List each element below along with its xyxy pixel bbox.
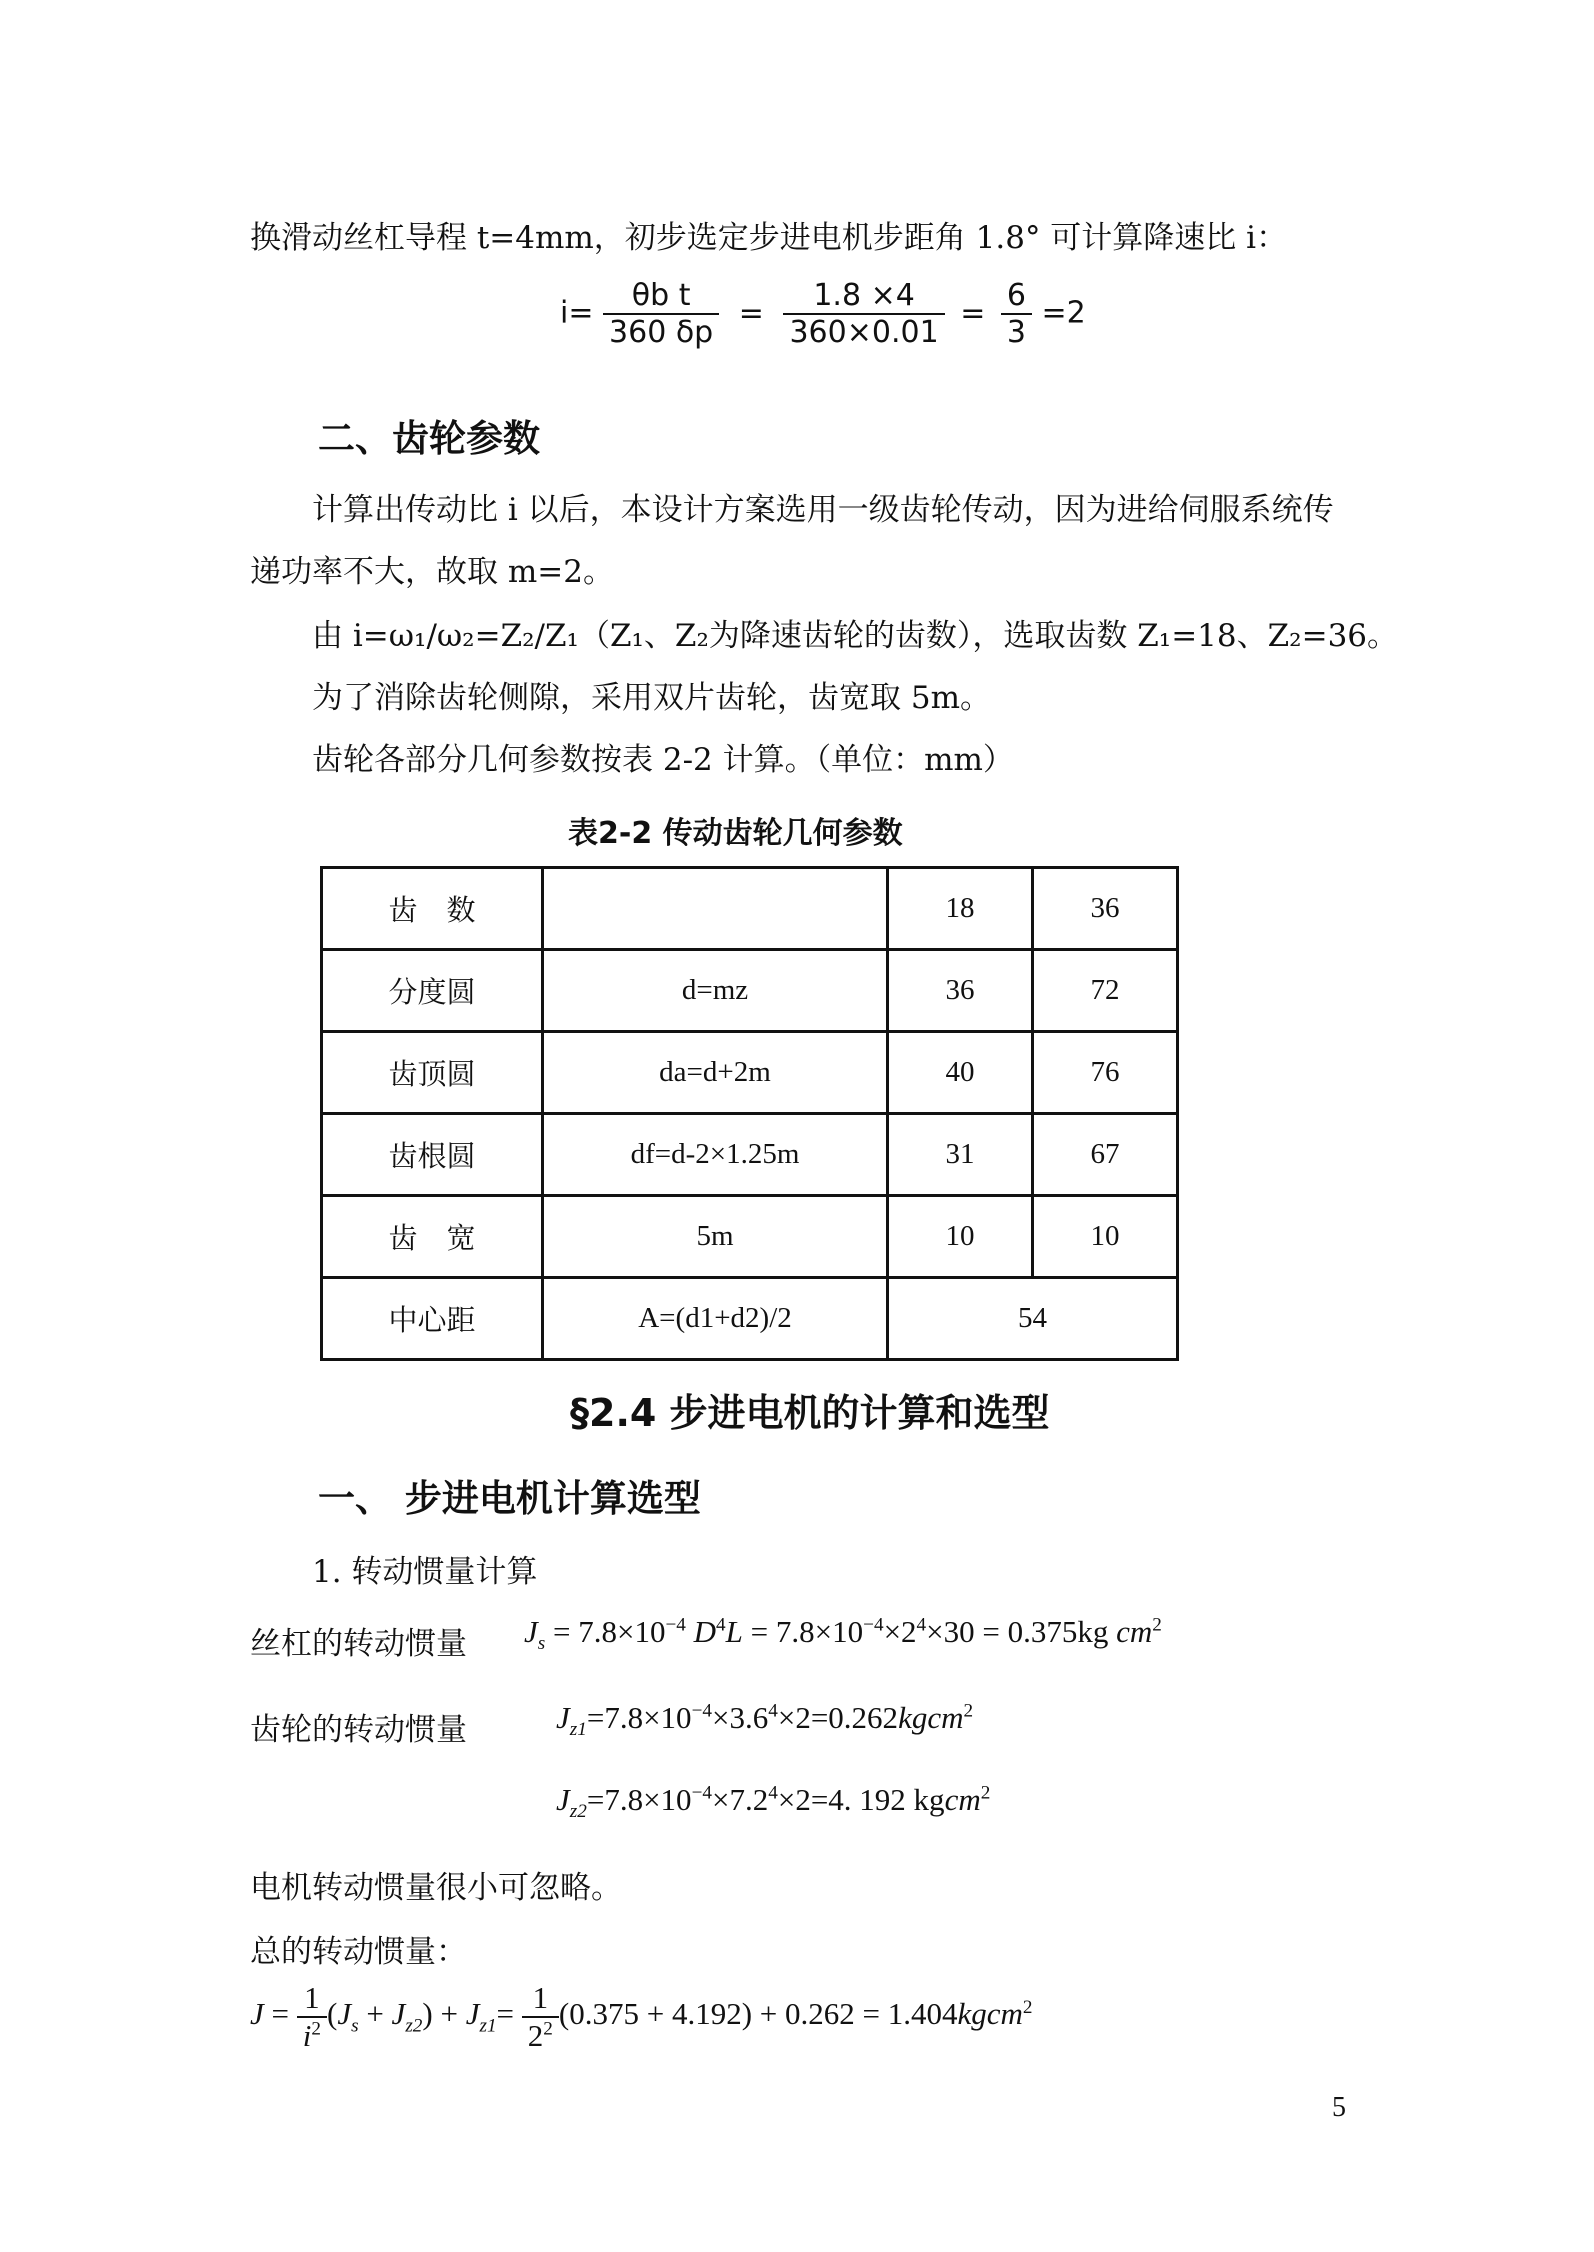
exponent: 4 (768, 1700, 778, 1722)
table-row (322, 1278, 1178, 1360)
ratio-fraction-1 (603, 278, 719, 350)
eq-part: + (358, 1996, 392, 2032)
section-title: §2.4 步进电机的计算和选型 (570, 1391, 1050, 1435)
subscript-z2: z2 (405, 2015, 423, 2037)
fraction-num: 1 (522, 1980, 559, 2018)
exponent: −4 (691, 1782, 712, 1804)
table-cell: 10 (1033, 1196, 1178, 1278)
table-cell: A=(d1+d2)/2 (543, 1278, 888, 1360)
eq-part: =7.8×10 (586, 1782, 692, 1817)
table-cell: da=d+2m (543, 1032, 888, 1114)
exponent: −4 (665, 1614, 686, 1636)
eq-part: ×30 = 0.375kg (926, 1614, 1109, 1649)
table-cell: 10 (888, 1196, 1033, 1278)
table-row (322, 1114, 1178, 1196)
total-inertia-label: 总的转动惯量： (250, 1934, 467, 1970)
ratio-f2-num: 1.8 ×4 (783, 278, 944, 315)
ratio-f3-num: 6 (1001, 278, 1032, 315)
fraction-den (297, 2018, 327, 2054)
table-cell: 5m (543, 1196, 888, 1278)
table-row (322, 868, 1178, 950)
table-cell: 18 (888, 868, 1033, 950)
eq-part: (0.375 + 4.192) + 0.262 = 1.404 (558, 1996, 958, 2032)
symbol-j: J (337, 1996, 352, 2032)
table-row (322, 950, 1178, 1032)
total-fraction-1 (297, 1980, 327, 2054)
subscript-z2: z2 (569, 1801, 587, 1823)
table-cell: 齿顶圆 (322, 1032, 543, 1114)
motor-inertia-note: 电机转动惯量很小可忽略。 (250, 1870, 622, 1906)
exponent: 4 (716, 1614, 726, 1636)
eq-part: ( (326, 1996, 338, 2032)
subscript-s: s (537, 1633, 546, 1655)
table-cell: 齿 数 (322, 868, 543, 950)
ratio-f1-den: 360 δp (609, 315, 714, 350)
eq-part: = (496, 1996, 515, 2032)
unit-cm: cm (1116, 1614, 1153, 1649)
ratio-f1-num: θb t (603, 278, 719, 315)
table-caption: 表2-2 传动齿轮几何参数 (568, 816, 903, 851)
fraction-den (522, 2018, 559, 2054)
heading-gear-parameters: 二、齿轮参数 (318, 417, 540, 460)
equation-gear2-inertia (556, 1782, 990, 1823)
eq-part: = (271, 1996, 289, 2032)
symbol-j: J (250, 1996, 264, 2032)
exponent: 2 (1152, 1614, 1162, 1636)
eq-part: ×2=4. 192 kg (777, 1782, 945, 1817)
table-cell: 分度圆 (322, 950, 543, 1032)
symbol-j: J (556, 1700, 570, 1735)
equation-gear1-inertia (556, 1700, 973, 1741)
table-row (322, 1032, 1178, 1114)
exponent: 2 (980, 1782, 991, 1804)
table-cell: 36 (888, 950, 1033, 1032)
unit-kgcm: kgcm (898, 1700, 964, 1735)
exponent: 4 (768, 1782, 778, 1804)
gear-paragraph-1: 计算出传动比 i 以后，本设计方案选用一级齿轮传动，因为进给伺服系统传 (312, 492, 1334, 528)
total-fraction-2 (522, 1980, 559, 2054)
exponent: −4 (863, 1614, 884, 1636)
table-cell: 中心距 (322, 1278, 543, 1360)
unit-kgcm: kgcm (957, 1996, 1023, 2032)
ratio-f3-den: 3 (1006, 315, 1026, 350)
table-cell (543, 868, 888, 950)
table-cell: 40 (888, 1032, 1033, 1114)
heading-motor-selection: 一、 步进电机计算选型 (318, 1477, 701, 1520)
table-cell: d=mz (543, 950, 888, 1032)
table-cell: df=d-2×1.25m (543, 1114, 888, 1196)
symbol-j: J (465, 1996, 480, 2032)
gear-paragraph-4: 为了消除齿轮侧隙，采用双片齿轮，齿宽取 5m。 (312, 680, 991, 716)
symbol-l: L (725, 1614, 743, 1649)
ratio-f2-den: 360×0.01 (789, 315, 939, 350)
symbol-i: i (302, 2018, 312, 2053)
exponent: 4 (916, 1614, 927, 1636)
symbol-j: J (391, 1996, 406, 2032)
page-number: 5 (1332, 2092, 1346, 2123)
ratio-rhs: =2 (1041, 295, 1086, 331)
table-cell: 齿根圆 (322, 1114, 543, 1196)
table-cell: 36 (1033, 868, 1178, 950)
eq-part: = 7.8×10 (553, 1614, 666, 1649)
gear-paragraph-3: 由 i=ω₁/ω₂=Z₂/Z₁（Z₁、Z₂为降速齿轮的齿数），选取齿数 Z₁=18、Z₂=36。 (312, 618, 1399, 654)
subscript-z1: z1 (569, 1719, 587, 1741)
label-gear-inertia: 齿轮的转动惯量 (250, 1712, 467, 1748)
eq-part: ×2=0.262 (777, 1700, 899, 1735)
table-cell: 72 (1033, 950, 1178, 1032)
ratio-equation (560, 278, 1086, 350)
table-cell: 31 (888, 1114, 1033, 1196)
eq-part: ×2 (883, 1614, 917, 1649)
intro-paragraph: 换滑动丝杠导程 t=4mm，初步选定步进电机步距角 1.8° 可计算降速比 i： (250, 220, 1288, 256)
eq-part: = 7.8×10 (750, 1614, 864, 1649)
ratio-equals-2: = (960, 295, 986, 331)
table-row (322, 1196, 1178, 1278)
symbol-j: J (556, 1782, 570, 1817)
ratio-fraction-2 (783, 278, 944, 350)
exponent: 2 (543, 2018, 553, 2040)
eq-part: ) + (422, 1996, 466, 2032)
subscript-z1: z1 (479, 2015, 497, 2037)
table-cell: 67 (1033, 1114, 1178, 1196)
label-screw-inertia: 丝杠的转动惯量 (250, 1626, 467, 1662)
equation-screw-inertia (524, 1614, 1162, 1655)
eq-part: ×7.2 (712, 1782, 769, 1817)
gear-paragraph-5: 齿轮各部分几何参数按表 2-2 计算。（单位：mm） (312, 742, 1014, 778)
table-cell: 齿 宽 (322, 1196, 543, 1278)
exponent: 2 (963, 1700, 974, 1722)
exponent: −4 (691, 1700, 712, 1722)
ratio-equals-1: = (738, 295, 764, 331)
eq-part: =7.8×10 (586, 1700, 692, 1735)
gear-table-body (322, 868, 1178, 1360)
eq-part: ×3.6 (712, 1700, 769, 1735)
ratio-fraction-3 (1001, 278, 1032, 350)
fraction-num: 1 (297, 1980, 327, 2018)
gear-parameter-table (320, 866, 1179, 1361)
fraction-den-base: 2 (527, 2018, 544, 2053)
equation-total-inertia (250, 1980, 1033, 2054)
subscript-s: s (351, 2015, 359, 2037)
exponent: 2 (311, 2018, 321, 2040)
table-cell-merged: 54 (888, 1278, 1178, 1360)
table-cell: 76 (1033, 1032, 1178, 1114)
symbol-j: J (524, 1614, 538, 1649)
exponent: 2 (1022, 1996, 1033, 2018)
symbol-d: D (693, 1614, 717, 1649)
item-inertia-calculation: 1. 转动惯量计算 (312, 1554, 538, 1590)
unit-cm: cm (944, 1782, 981, 1817)
gear-paragraph-2: 递功率不大，故取 m=2。 (250, 554, 614, 590)
ratio-lhs: i= (560, 295, 594, 331)
